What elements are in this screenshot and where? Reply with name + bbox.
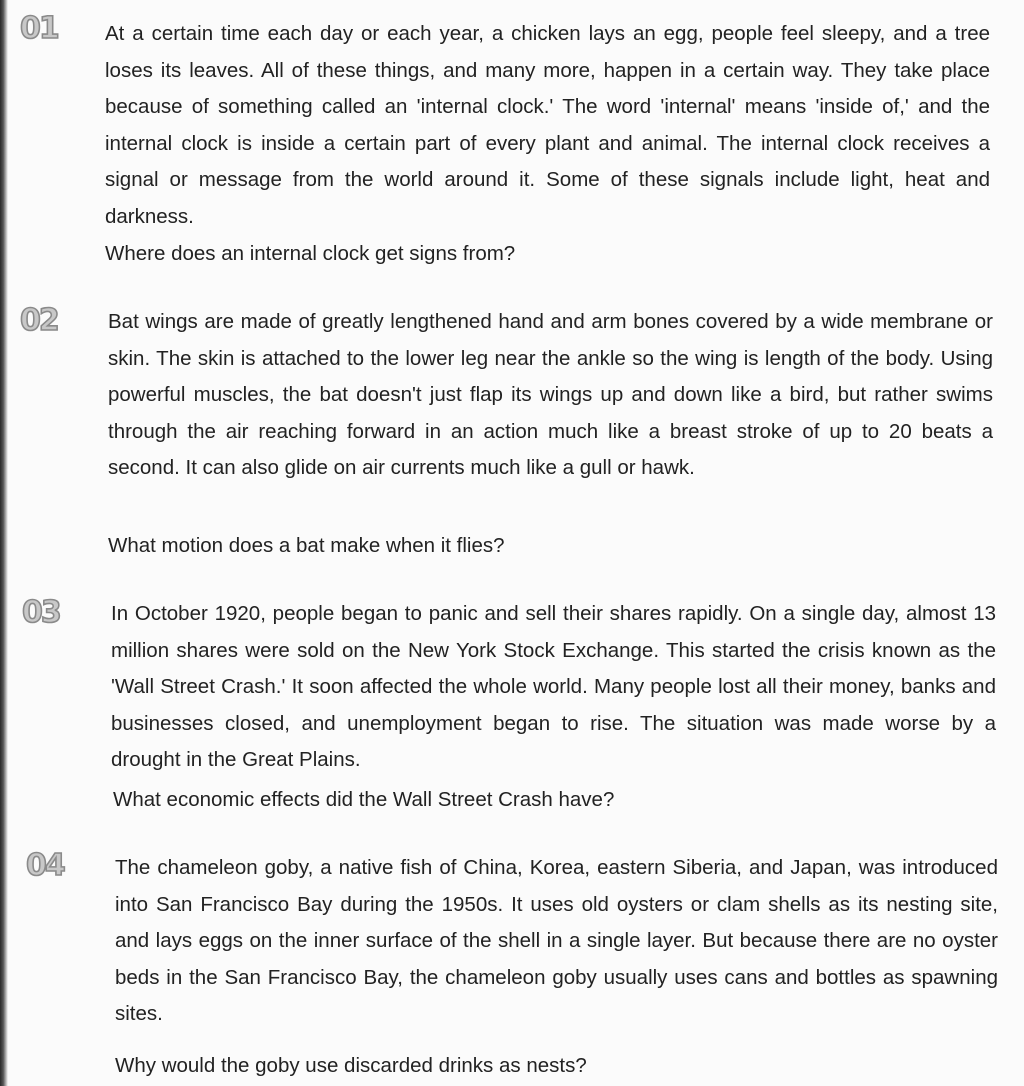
passage-paragraph: Bat wings are made of greatly lengthened hand and arm bones covered by a wide membrane or skin. The skin is attached to the lower leg near the ankle so the wing is length of the body. Using powerful muscles, the bat doesn't just flap its wings up and down like a bird, but rather swims through the air reaching forward in an action much like a breast stroke of up to 20 beats a second. It can also glide on air currents much like a gull or hawk. (108, 310, 993, 480)
question-number: 03 (22, 595, 60, 630)
question-text: What economic effects did the Wall Street Crash have? (113, 788, 615, 811)
passage-text (115, 850, 998, 1033)
passage-paragraph: In October 1920, people began to panic and sell their shares rapidly. On a single day, almost 13 million shares were sold on the New York Stock Exchange. This started the crisis known as the 'Wall Street Crash.' It soon affected the whole world. Many people lost all their money, banks and businesses closed, and unemployment began to rise. The situation was made worse by a drought in the Great Plains. (111, 602, 996, 772)
question-text: What motion does a bat make when it flies? (108, 534, 505, 557)
question-number: 04 (26, 848, 64, 883)
question-text: Where does an internal clock get signs from? (105, 242, 516, 265)
passage-paragraph: The chameleon goby, a native fish of China, Korea, eastern Siberia, and Japan, was introduced into San Francisco Bay during the 1950s. It uses old oysters or clam shells as its nesting site, and lays eggs on the inner surface of the shell in a single layer. But because there are no oyster beds in the San Francisco Bay, the chameleon goby usually uses cans and bottles as spawning sites. (115, 856, 998, 1026)
passage-text (111, 596, 996, 779)
question-text: Why would the goby use discarded drinks as nests? (115, 1054, 587, 1077)
question-number: 02 (20, 303, 58, 338)
passage-text (105, 16, 990, 236)
question-number: 01 (20, 11, 58, 46)
passage-paragraph: At a certain time each day or each year, a chicken lays an egg, people feel sleepy, and a tree loses its leaves. All of these things, and many more, happen in a certain way. They take place because of something called an 'internal clock.' The word 'internal' means 'inside of,' and the internal clock is inside a certain part of every plant and animal. The internal clock receives a signal or message from the world around it. Some of these signals include light, heat and darkness. (105, 22, 990, 228)
page-edge-shadow (0, 0, 8, 1086)
passage-text (108, 304, 993, 487)
